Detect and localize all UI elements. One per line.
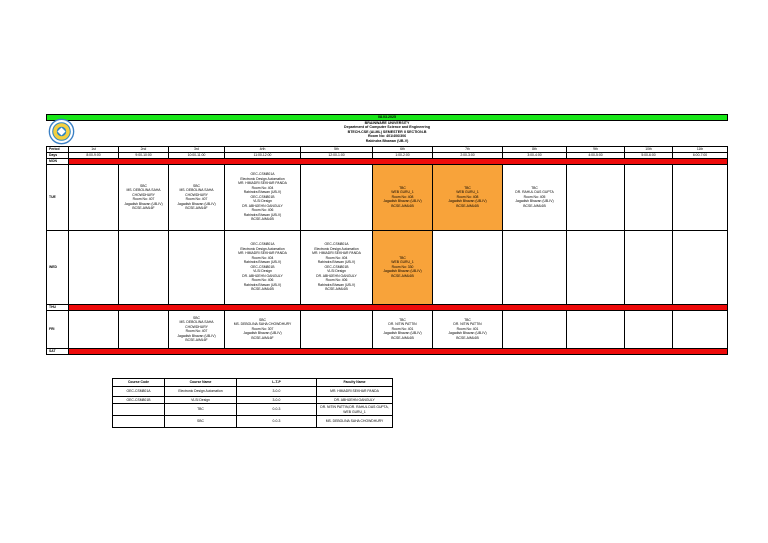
- university-name: BRAINWARE UNIVERSITY: [364, 120, 410, 125]
- day-row-wed: [47, 230, 728, 304]
- legend-cell: DR. ABHIJEHN GANGULY: [317, 397, 393, 404]
- time-cell: 6:00-7:00: [673, 152, 728, 158]
- day-label-thu: THU: [47, 304, 69, 310]
- lab-cell: TBC WEB GURU_1 Room No: 330 Jagadish Bhavan (UB-IV) BCSE-AIML6B: [373, 230, 433, 304]
- period-cell: 4rth: [225, 146, 301, 152]
- time-cell: 2:00-3:00: [433, 152, 503, 158]
- date-banner: 08.03.2025: [47, 115, 728, 121]
- period-cell: 10th: [625, 146, 673, 152]
- day-row-tue: [47, 164, 728, 230]
- legend-cell: 0-0-3: [237, 416, 317, 428]
- period-cell: 7th: [433, 146, 503, 152]
- building-name: Rabindra Bhawan (UB-V): [365, 138, 409, 143]
- legend-cell: [113, 404, 165, 416]
- timetable-sheet: [46, 114, 727, 355]
- lab-cell: TBC WEB GURU_1 Room No: 408 Jagadish Bhavan (UB-IV) BCSE-AIML6B: [433, 164, 503, 230]
- legend-cell: VLSI Design: [165, 397, 237, 404]
- day-row-fri: [47, 310, 728, 348]
- period-cell: 5th: [301, 146, 373, 152]
- time-cell: 1:00-2:00: [373, 152, 433, 158]
- legend-cell: MR. HIMADRI SEKHAR PANDA: [317, 387, 393, 397]
- class-cell: SBC MS. DEBOLINA SAHA CHOWDHURY Room No: 407 Jagadish Bhavan (UB-IV) BCSE-AIML6F: [119, 164, 169, 230]
- time-cell: 9:00-10:00: [119, 152, 169, 158]
- university-logo-icon: [48, 118, 75, 145]
- time-cell: 4:00-5:00: [567, 152, 625, 158]
- time-cell: 3:00-4:00: [503, 152, 567, 158]
- day-label-fri: FRI: [47, 310, 69, 348]
- time-cell: 11:00-12:00: [225, 152, 301, 158]
- time-cell: 5:00-6:00: [625, 152, 673, 158]
- legend-cell: OEC-CSM801A: [113, 387, 165, 397]
- timetable: [46, 114, 728, 355]
- day-row-sat: [47, 348, 728, 354]
- class-cell: TBC DR. NITIN PATTIN Room No: 401 Jagadish Bhavan (UB-IV) BCSE-AIML6B: [433, 310, 503, 348]
- course-legend: [112, 378, 393, 428]
- legend-header: Faculty Name: [317, 379, 393, 387]
- legend-cell: SBC: [165, 416, 237, 428]
- class-cell: OEC-CSM801A Electronic Design Automation MR. HIMADRI SEKHAR PANDA Room No: 404 Rabindra Bhavan (UB-V) OEC-CSM801B VLSI Design DR. ABHIJEHN GANGULY Room No: 406 Rabindra Bhavan (UB-V) BCSE-AIML6B: [225, 230, 301, 304]
- period-cell: 1st: [69, 146, 119, 152]
- time-cell: 12:00-1:00: [301, 152, 373, 158]
- legend-cell: OEC-CSM801B: [113, 397, 165, 404]
- period-cell: 8th: [503, 146, 567, 152]
- legend-header: L-T-P: [237, 379, 317, 387]
- period-cell: 11th: [673, 146, 728, 152]
- period-cell: 2nd: [119, 146, 169, 152]
- lab-cell: TBC WEB GURU_1 Room No: 408 Jagadish Bhavan (UB-IV) BCSE-AIML6B: [373, 164, 433, 230]
- period-cell: 9th: [567, 146, 625, 152]
- day-label-wed: WED: [47, 230, 69, 304]
- legend-cell: 3-0-0: [237, 387, 317, 397]
- legend-cell: 0-0-3: [237, 404, 317, 416]
- time-cell: 10:00-11:00: [169, 152, 225, 158]
- time-cell: 8:00-9:00: [69, 152, 119, 158]
- legend-cell: DR. NITIN PATTIN,DR. RAHUL DAS GUPTA, WEB GURU_1: [317, 404, 393, 416]
- class-cell: SBC MS. DEBOLINA SAHA CHOWDHURY Room No: 407 Jagadish Bhavan (UB-IV) BCSE-AIML6F: [169, 310, 225, 348]
- class-cell: OEC-CSM801A Electronic Design Automation MR. HIMADRI SEKHAR PANDA Room No: 404 Rabindra Bhavan (UB-V) OEC-CSM801B VLSI Design DR. ABHIJEHN GANGULY Room No: 406 Rabindra Bhavan (UB-V) BCSE-AIML6B: [225, 164, 301, 230]
- class-cell: TBC DR. RAHUL DAS GUPTA Room No: 405 Jagadish Bhavan (UB-IV) BCSE-AIML6B: [503, 164, 567, 230]
- day-label-sat: SAT: [47, 348, 69, 354]
- legend-cell: 3-0-0: [237, 397, 317, 404]
- period-label: Period: [47, 146, 69, 152]
- legend-header: Course Code: [113, 379, 165, 387]
- period-cell: 6th: [373, 146, 433, 152]
- days-label: Days: [47, 152, 69, 158]
- class-cell: SBC MS. DEBOLINA SAHA CHOWDHURY Room No: 407 Jagadish Bhavan (UB-IV) BCSE-AIML6F: [169, 164, 225, 230]
- day-label-mon: MON: [47, 158, 69, 164]
- legend-header: Course Name: [165, 379, 237, 387]
- legend-cell: TBC: [165, 404, 237, 416]
- legend-cell: Electronic Design Automation: [165, 387, 237, 397]
- department-name: Department of Computer Science and Engineering: [343, 125, 431, 130]
- legend-cell: MS. DEBOLINA SAHA CHOWDHURY: [317, 416, 393, 428]
- legend-cell: [113, 416, 165, 428]
- day-label-tue: TUE: [47, 164, 69, 230]
- room-list: Room No: 401/406/306: [367, 134, 407, 139]
- program-name: BTECH-CSE (AI-ML) SEMESTER II SECTION-B: [347, 129, 427, 134]
- class-cell: OEC-CSM801A Electronic Design Automation MR. HIMADRI SEKHAR PANDA Room No: 404 Rabindra Bhavan (UB-V) OEC-CSM801B VLSI Design DR. ABHIJEHN GANGULY Room No: 406 Rabindra Bhavan (UB-V) BCSE-AIML6B: [301, 230, 373, 304]
- class-cell: TBC DR. NITIN PATTIN Room No: 401 Jagadish Bhavan (UB-IV) BCSE-AIML6B: [373, 310, 433, 348]
- period-cell: 3rd: [169, 146, 225, 152]
- class-cell: SBC MS. DEBOLINA SAHA CHOWDHURY Room No: 307 Jagadish Bhavan (UB-IV) BCSE-AIML6F: [225, 310, 301, 348]
